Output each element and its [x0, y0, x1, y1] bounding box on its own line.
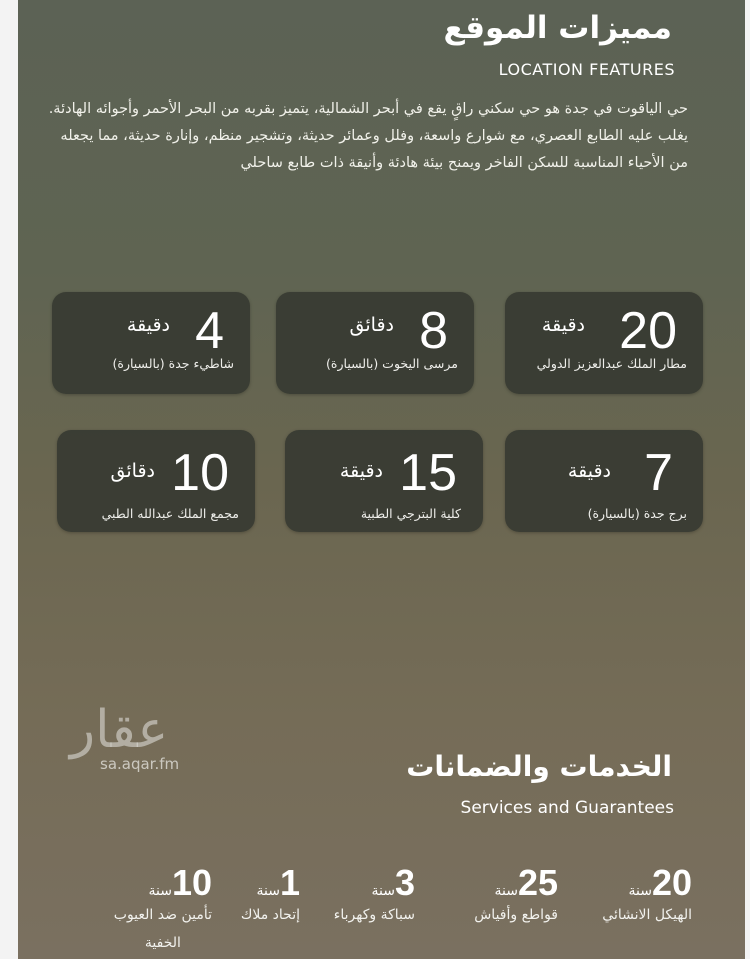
card-unit: دقيقة	[541, 314, 585, 336]
services-title-en: Services and Guarantees	[460, 798, 674, 818]
card-number: 20	[619, 302, 677, 360]
card-number: 15	[399, 444, 457, 502]
card-unit: دقيقة	[567, 460, 611, 482]
distance-card-beach	[52, 292, 250, 394]
guarantee-label-line2: الخفية	[144, 935, 181, 951]
guarantee-label: تأمين ضد العيوب	[113, 907, 212, 923]
distance-card-airport	[505, 292, 703, 394]
guarantee-unit: سنة	[256, 883, 280, 899]
distance-card-marina	[276, 292, 474, 394]
page-border-right	[745, 0, 750, 959]
card-unit: دقيقة	[126, 314, 170, 336]
guarantee-unit: سنة	[494, 883, 518, 899]
aqar-url: sa.aqar.fm	[100, 755, 180, 773]
card-number: 10	[171, 444, 229, 502]
card-number: 7	[644, 444, 673, 502]
location-title-en: LOCATION FEATURES	[498, 60, 675, 79]
distance-card-jeddah-tower	[505, 430, 703, 532]
services-title-ar: الخدمات والضمانات	[406, 750, 672, 783]
card-place: مجمع الملك عبدالله الطبي	[101, 506, 239, 521]
guarantee-plumbing	[334, 862, 415, 926]
location-description: حي الياقوت في جدة هو حي سكني راقٍ يقع في أبحر الشمالية، يتميز بقربه من البحر الأحمر وأجوائه الهادئة. يغلب عليه الطابع العصري، مع شوارع واسعة، وفلل وعمائر حديثة، وتشجير منظم، وإنارة حديثة، مما يجعله من الأحياء المناسبة للسكن الفاخر ويمنح بيئة هادئة وأنيقة ذات طابع ساحلي	[48, 101, 688, 171]
guarantee-hidden-defects	[114, 862, 212, 954]
card-unit: دقيقة	[339, 460, 383, 482]
guarantee-years: 20	[651, 862, 692, 903]
guarantee-unit: سنة	[628, 883, 652, 899]
guarantee-label: الهيكل الانشائي	[602, 907, 692, 923]
aqar-logo: عقار	[70, 700, 169, 760]
distance-card-batterjee	[285, 430, 483, 532]
guarantee-unit: سنة	[148, 883, 172, 899]
card-place: مرسى اليخوت (بالسيارة)	[326, 356, 458, 371]
card-place: مطار الملك عبدالعزيز الدولي	[536, 356, 687, 371]
guarantee-owners-union	[241, 862, 300, 926]
page-border-left	[0, 0, 18, 959]
card-place: كلية البترجي الطبية	[360, 506, 461, 521]
guarantee-years: 1	[279, 862, 300, 903]
guarantee-structure	[602, 862, 692, 926]
card-number: 4	[195, 302, 224, 360]
card-unit: دقائق	[349, 314, 394, 336]
guarantee-label: إتحاد ملاك	[240, 907, 300, 923]
card-unit: دقائق	[110, 460, 155, 482]
guarantee-label: قواطع وأفياش	[474, 907, 558, 923]
guarantee-switches	[474, 862, 558, 926]
card-number: 8	[419, 302, 448, 360]
guarantee-years: 3	[394, 862, 415, 903]
card-place: شاطيء جدة (بالسيارة)	[112, 356, 234, 371]
distance-card-medical-complex	[57, 430, 255, 532]
guarantee-unit: سنة	[371, 883, 395, 899]
location-title-ar: مميزات الموقع	[443, 10, 672, 46]
guarantee-years: 25	[517, 862, 558, 903]
card-place: برج جدة (بالسيارة)	[587, 506, 687, 521]
guarantee-label: سباكة وكهرباء	[333, 907, 415, 923]
guarantee-years: 10	[171, 862, 212, 903]
